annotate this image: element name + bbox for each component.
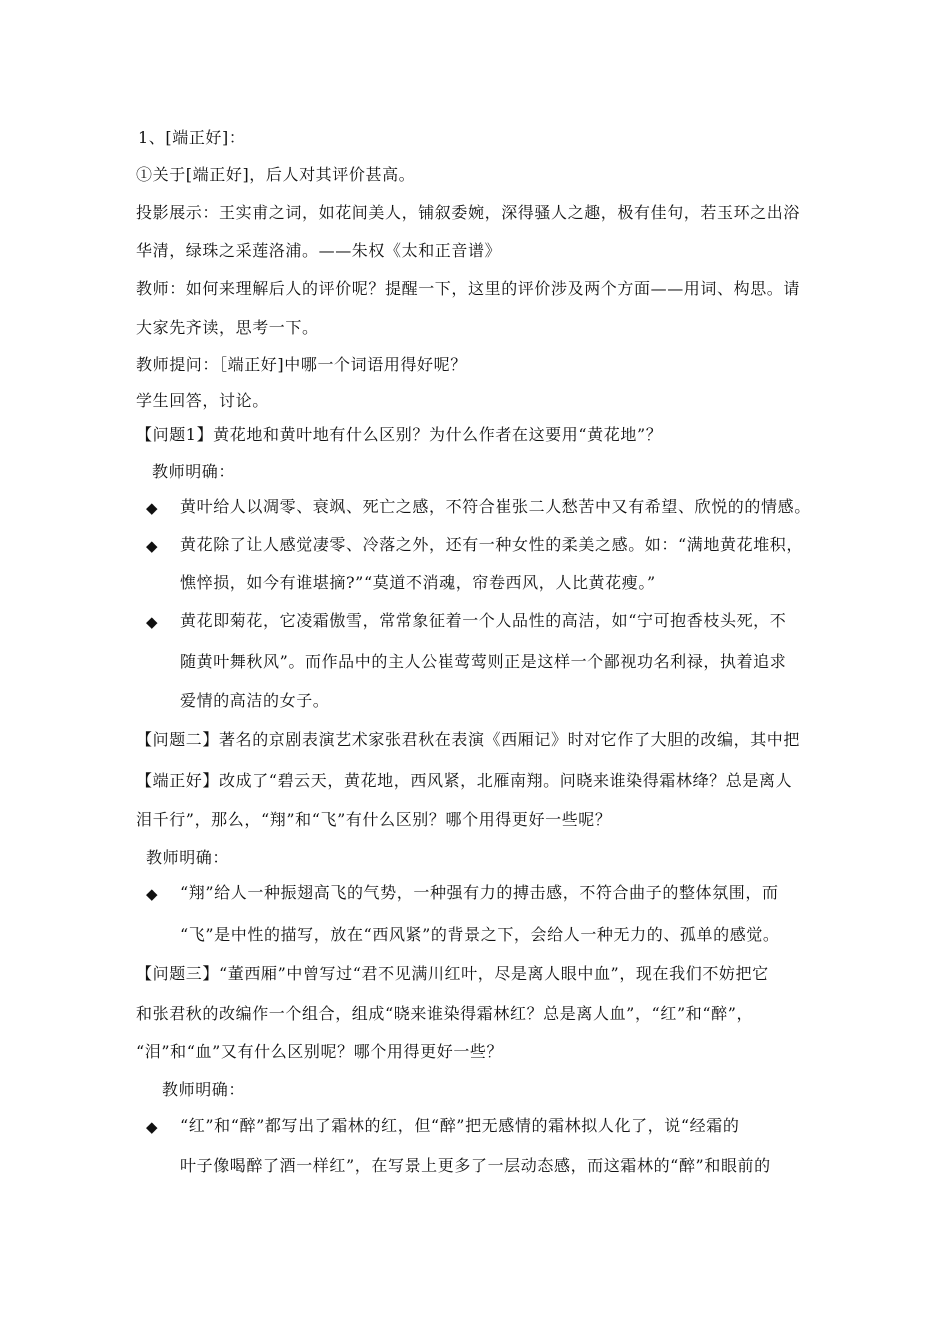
paragraph-line: 学生回答，讨论。 (136, 391, 269, 410)
teacher-clarify-label: 教师明确： (146, 848, 230, 867)
paragraph-line: “泪”和“血”又有什么区别呢？哪个用得更好一些？ (136, 1042, 504, 1061)
bullet-line-continued: 叶子像喝醉了酒一样红”，在写景上更多了一层动态感，而这霜林的“醉”和眼前的 (180, 1156, 771, 1175)
paragraph-line: 教师提问：［端正好]中哪一个词语用得好呢？ (136, 355, 467, 374)
section-heading: 1、[端正好]： (138, 128, 246, 147)
paragraph-line: 【端正好】改成了“碧云天，黄花地，西风紧，北雁南翔。问晓来谁染得霜林绛？总是离人 (136, 771, 793, 790)
paragraph-line: 华清，绿珠之采莲洛浦。——朱权《太和正音谱》 (136, 241, 502, 260)
bullet-line: 黄花即菊花，它凌霜傲雪，常常象征着一个人品性的高洁，如“宁可抱香枝头死，不 (180, 611, 787, 630)
paragraph-line: 教师：如何来理解后人的评价呢？提醒一下，这里的评价涉及两个方面——用词、构思。请 (136, 279, 801, 298)
bullet-icon: ◆ (146, 537, 158, 555)
paragraph-line: 泪千行”，那么，“翔”和“飞”有什么区别？哪个用得更好一些呢？ (136, 810, 612, 829)
bullet-line-continued: “飞”是中性的描写，放在“西风紧”的背景之下，会给人一种无力的、孤单的感觉。 (180, 925, 780, 944)
bullet-line: 黄叶给人以凋零、衰飒、死亡之感，不符合崔张二人愁苦中又有希望、欣悦的的情感。 (180, 497, 811, 516)
paragraph-line: ①关于[端正好]，后人对其评价甚高。 (136, 165, 416, 184)
question-heading: 【问题1】黄花地和黄叶地有什么区别？为什么作者在这要用“黄花地”？ (136, 425, 663, 444)
bullet-icon: ◆ (146, 499, 158, 517)
paragraph-line: 大家先齐读，思考一下。 (136, 318, 319, 337)
paragraph-line: 和张君秋的改编作一个组合，组成“晓来谁染得霜林红？总是离人血”，“红”和“醉”， (136, 1004, 754, 1023)
teacher-clarify-label: 教师明确： (162, 1080, 246, 1099)
bullet-line-continued: 憔悴损，如今有谁堪摘?”“莫道不消魂，帘卷西风，人比黄花瘦。” (180, 573, 656, 592)
bullet-icon: ◆ (146, 885, 158, 903)
bullet-line-continued: 随黄叶舞秋风”。而作品中的主人公崔莺莺则正是这样一个鄙视功名利禄，执着追求 (180, 652, 787, 671)
bullet-line: 黄花除了让人感觉凄零、冷落之外，还有一种女性的柔美之感。如：“满地黄花堆积， (180, 535, 803, 554)
bullet-line-continued: 爱情的高洁的女子。 (180, 691, 330, 710)
question-heading: 【问题三】“董西厢”中曾写过“君不见满川红叶，尽是离人眼中血”，现在我们不妨把它 (136, 964, 769, 983)
paragraph-line: 投影展示：王实甫之词，如花间美人，铺叙委婉，深得骚人之趣，极有佳句，若玉环之出浴 (136, 203, 801, 222)
bullet-line: “红”和“醉”都写出了霜林的红，但“醉”把无感情的霜林拟人化了，说“经霜的 (180, 1116, 740, 1135)
question-heading: 【问题二】著名的京剧表演艺术家张君秋在表演《西厢记》时对它作了大胆的改编，其中把 (136, 730, 801, 749)
bullet-icon: ◆ (146, 613, 158, 631)
bullet-line: “翔”给人一种振翅高飞的气势，一种强有力的搏击感，不符合曲子的整体氛围，而 (180, 883, 779, 902)
teacher-clarify-label: 教师明确： (152, 462, 236, 481)
bullet-icon: ◆ (146, 1118, 158, 1136)
